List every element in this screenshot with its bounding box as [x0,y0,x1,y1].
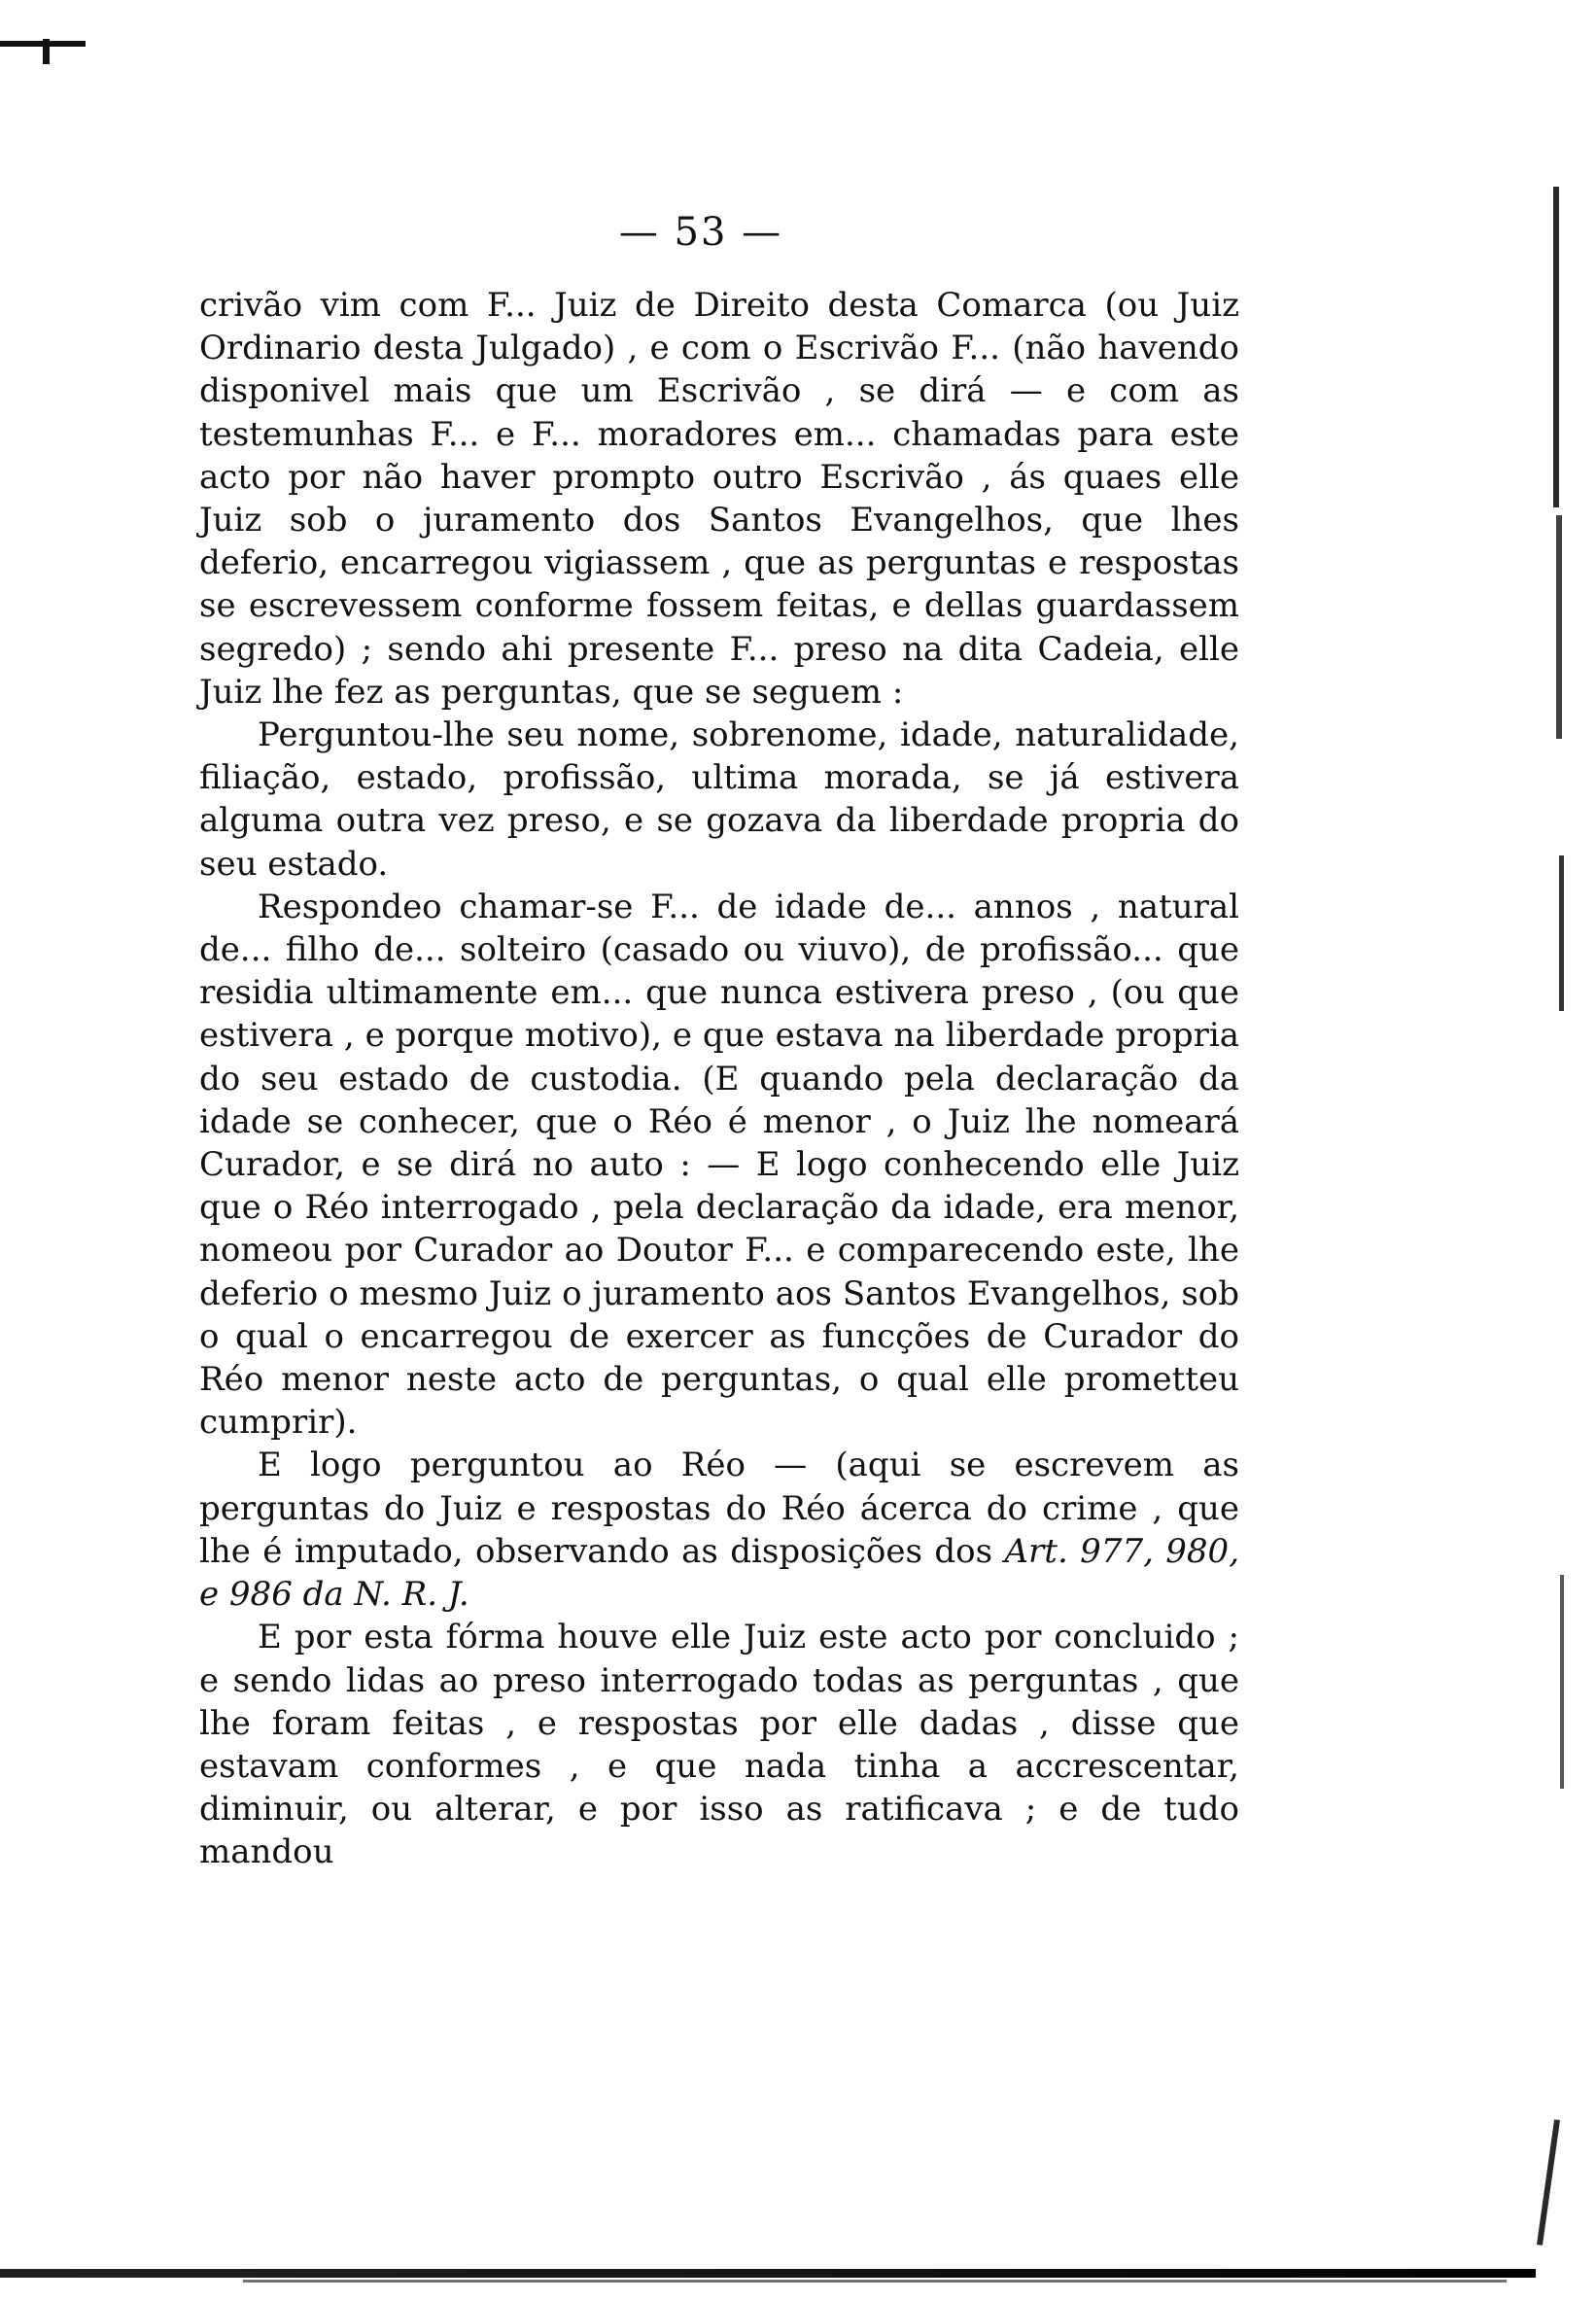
paragraph-continuation: crivão vim com F... Juiz de Direito desta Comarca (ou Juiz Ordinario desta Julgado) , e com o Escrivão F... (não havendo disponivel mais que um Escrivão , se dirá — e com as testemunhas F... e F... moradores em... chamadas para este acto por não haver prompto outro Escrivão , ás quaes elle Juiz sob o juramento dos Santos Evangelhos, que lhes deferio, encarregou vigiassem , que as perguntas e respostas se escrevessem conforme fossem feitas, e dellas guardassem segredo) ; sendo ahi presente F... preso na dita Cadeia, elle Juiz lhe fez as perguntas, que se seguem : [199,286,1239,712]
body-text [199,284,1239,1874]
scan-corner-mark-stem [43,39,50,64]
scan-bottom-edge [0,2269,1536,2278]
scan-bottom-edge-thin [243,2280,1507,2283]
legal-reference: Art. 977, 980, e 986 da N. R. J. [199,1531,1239,1615]
scan-edge-shadow [1559,855,1564,1011]
scan-edge-shadow [1553,187,1559,507]
page-number: — 53 — [618,210,783,255]
paragraph-interrogation-text: E logo perguntou ao Réo — (aqui se escrevem as perguntas do Juiz e respostas do Réo ácerca do crime , que lhe é imputado, observando as disposições dos [199,1446,1239,1571]
scan-edge-shadow [1560,1575,1564,1789]
paragraph-question: Perguntou-lhe seu nome, sobrenome, idade, naturalidade, filiação, estado, profissão, ultima morada, se já estivera alguma outra vez preso, e se gozava da liberdade propria do seu estado. [199,715,1239,884]
paragraph-interrogation [199,1444,1239,1616]
paragraph-answer: Respondeo chamar-se F... de idade de... annos , natural de... filho de... solteiro (casado ou viuvo), de profissão... que residia ultimamente em... que nunca estivera preso , (ou que estivera , e porque motivo), e que estava na liberdade propria do seu estado de custodia. (E quando pela declaração da idade se conhecer, que o Réo é menor , o Juiz lhe nomeará Curador, e se dirá no auto : — E logo conhecendo elle Juiz que o Réo interrogado , pela declaração da idade, era menor, nomeou por Curador ao Doutor F... e comparecendo este, lhe deferio o mesmo Juiz o juramento aos Santos Evangelhos, sob o qual o encarregou de exercer as funcções de Curador do Réo menor neste acto de perguntas, o qual elle prometteu cumprir). [199,887,1239,1443]
scan-edge-shadow [1556,515,1562,739]
scan-edge-shadow [1537,2119,1560,2246]
paragraph-conclusion: E por esta fórma houve elle Juiz este acto por concluido ; e sendo lidas ao preso interrogado todas as perguntas , que lhe foram feitas , e respostas por elle dadas , disse que estavam conformes , e que nada tinha a accrescentar, diminuir, ou alterar, e por isso as ratificava ; e de tudo mandou [199,1618,1239,1872]
